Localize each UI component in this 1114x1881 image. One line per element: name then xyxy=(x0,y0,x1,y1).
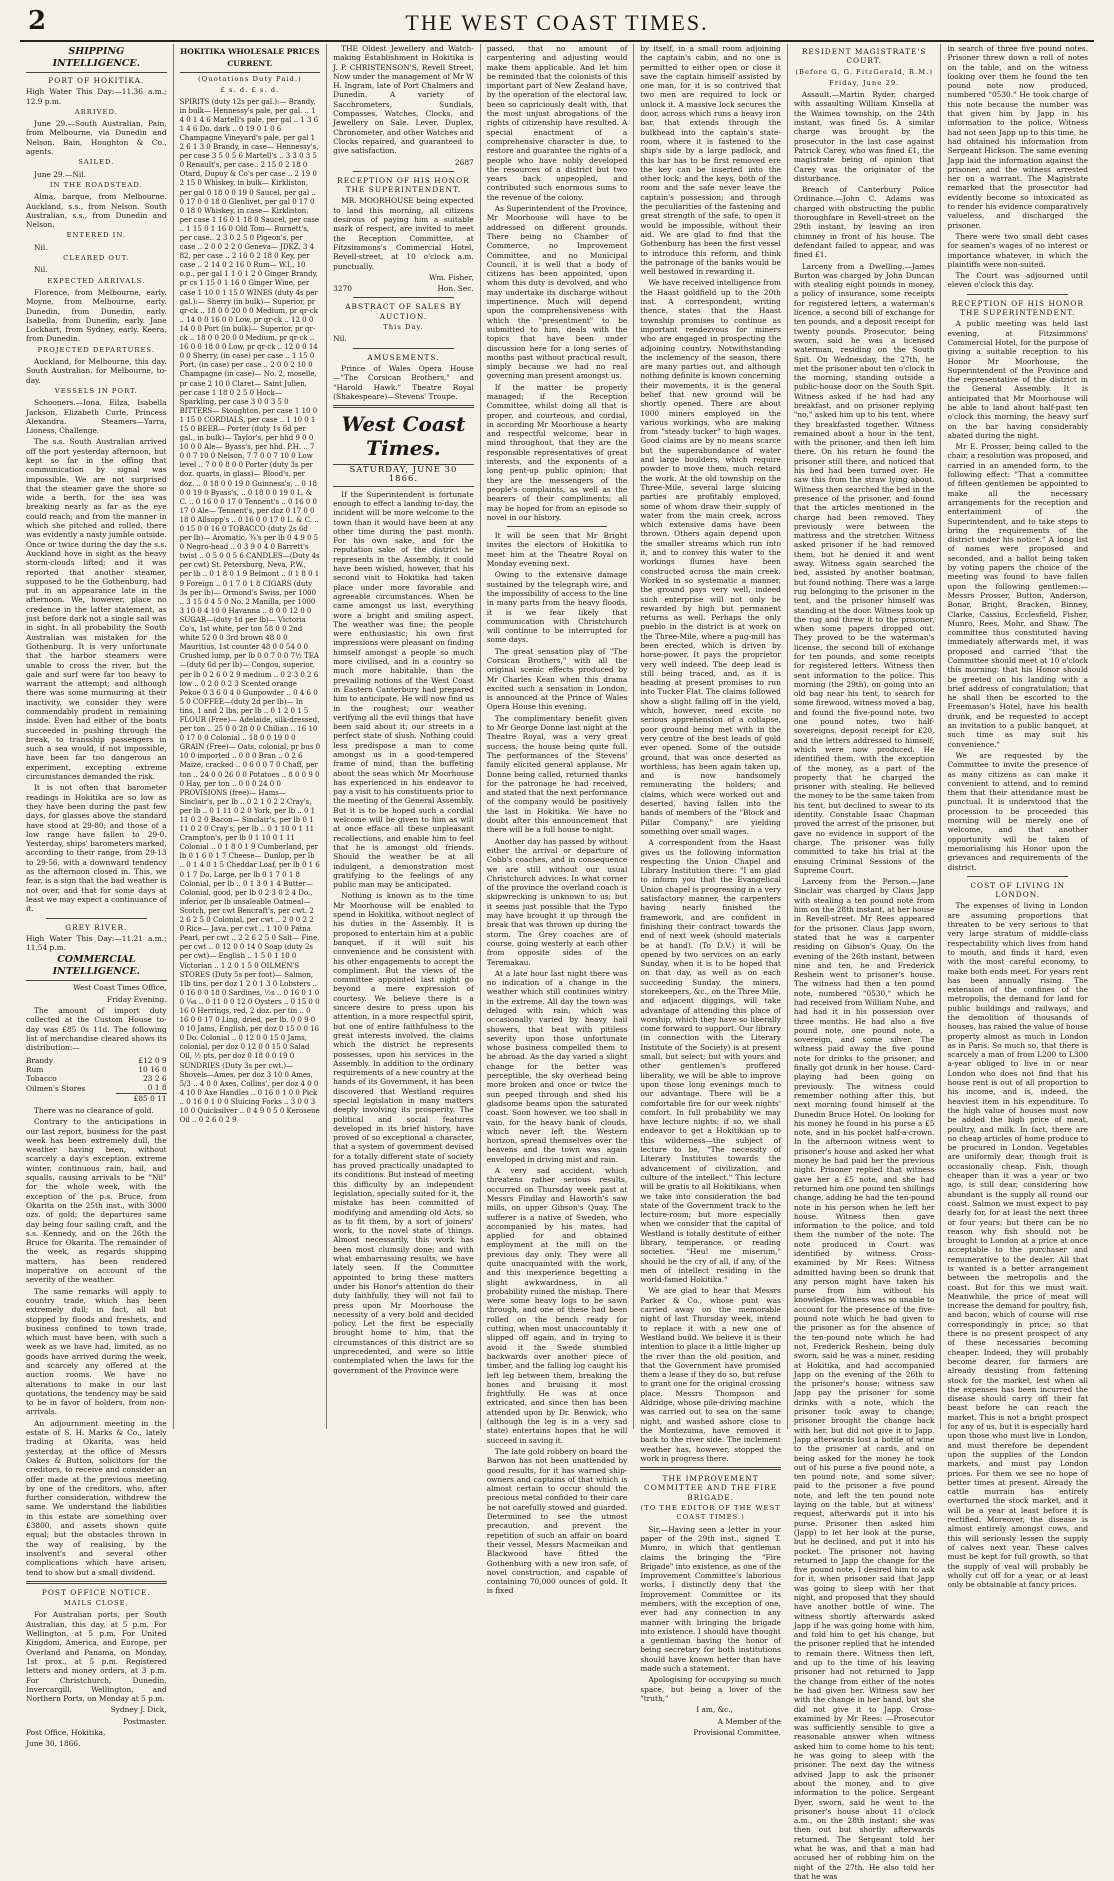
table-row: Rum 10 16 0 xyxy=(26,1064,167,1074)
entered-text: Nil. xyxy=(34,242,48,252)
paper-nameplate: West Coast Times. xyxy=(341,412,466,461)
reception-ad-signer: Wm. Fisher, xyxy=(428,272,474,282)
post-office-date: June 30, 1866. xyxy=(26,1739,81,1749)
cleared-text: Nil. xyxy=(34,265,48,275)
shipping-body-2: It is not often that barometer readings in Hokitika are so low as they have been during the past few days, for glasses above the standard have stood at 29·80; and those of a low range have fallen to 29·0. Yesterday, ships' barometers marked, according to their range, from 29·13 to 29·56, with a downward tendency as the afternoon closed in. This, we fear, is a sign that the bad weather is not over, and that for some days at least we may expect a continuance of it. xyxy=(26,783,167,914)
sailed-text: June 29.—Nil. xyxy=(34,169,86,179)
abstract-heading: ABSTRACT OF SALES BY AUCTION. xyxy=(345,302,462,321)
magistrate-body-4: Larceny from the Person.—Jane Sinclair was charged by Claus Japp with stealing a ten pound note from him on the 28th instant, at her house in Revell-street. Mr Rees appeared for the prisoner. Claus Japp sworn, stated that he was a carpenter residing on Gibson's Quay. On the evening of the 26th instant, between nine and ten, he and Frederick Reshein went to prisoner's house. The witness had then a ten pound note, numbered "0530," which he had received from William Nuhe, and had had it in his possession over three months. He had also a five pound note, one pound note, a sovereign, and some silver. The witness paid away the five pound note for drinks to the prisoner, and finally got drunk in her house. Card-playing had been going on previously. The witness could remember nothing after this, but next morning found himself at the Dunedin Bruce Hotel. On looking for his money he found in his purse a £5 note, and in his pocket half-a-crown. In the afternoon witness went to prisoner's house and asked her what money he had paid her the previous night. Prisoner replied that witness gave her a £5 note, and she had returned him one pound ten shillings change, adding he had the ten-pound note in his person when he left her house. Witness then gave information to the police, and told them the number of the note. The note produced in Court was identified by witness. Cross-examined by Mr Rees: Witness admitted having been so drunk that any person might have taken his purse from him without his knowledge. Witness was so unable to account for the presence of the five-pound note which he had given to the prisoner as for the absence of the ten-pound note which he had not. Frederick Reshein, being duly sworn, said he was a miner, residing at Hokitika, and had accompanied Japp on the evening of the 26th to the prisoner's house; witness saw Japp pay the prisoner for some drinks with a note, which the prisoner took away to change; prisoner brought the change back with her, but did not give it to Japp. Japp afterwards lost a bottle of wine to the prisoner at cards, and on being asked for the money he took out of his purse a five pound note, a ten pound note, and some silver; paid to the prisoner a five pound note, and left the ten pound note laying on the table, but at witness' request, afterwards put it into his purse. Prisoner then asked him (Japp) to let her look at the purse, but he declined, and put it into his pocket. The prisoner not having returned to Japp the change for the five pound note, I desired him to ask for it, when prisoner said that Japp was going to sleep with her that night, and proposed that they should have another bottle of wine. The witness shortly afterwards asked Japp if he was going home with him, and told him to get his change, but the prisoner replied that he intended to remain there. Witness then left, and up to the time of his leaving prisoner had not returned to Japp the change from either of the notes he had given her. Witness saw her with the change in her hand, but she did not give it to Japp. Cross-examined by Mr Rees: —Prosecutor was sufficiently sensible to give a reasonable answer when witness asked him to come home to his tent; he was going to sleep with the prisoner. The next day the witness advised Japp to ask the prisoner about the money, and to give information to the police. Sergeant Dyer, sworn, said he went to the prisoner's house about 11 o'clock a.m., on the 28th instant: she was then out but shortly afterwards returned. The Sergeant told her what he was, and that a man had accused her of robbing him on the night of the 27th. He also told her that he was xyxy=(793,877,935,1881)
reception-ad-footer xyxy=(333,284,474,293)
editorial-p12: A very sad accident, which threatens rather serious results, occurred on Thursday week past at Messrs Findlay and Haworth's saw mills, on upper Gibson's Quay. The sufferer is a native of Sweden, who accompanied by his mates, had applied for and obtained employment at the mill on the previous day only. They were all quite unacquainted with the work, and this inexperience begetting a slight awkwardness, in all probability ruined the mishap. There were some heavy logs to be sawn through, and one of these had been rolled on the bench ready for cutting, when most unaccountably it slipped off again, and in trying to avoid it the Swede stumbled backwards over another piece of timber, and the falling log caught his left leg between them, breaking the bones and bruising it most frightfully. He was at once extricated, and since then has been attended upon by Dr. Benwick, who (although the leg is in a very sad state) entertains hopes that he will succeed in saving it. xyxy=(486,1166,628,1445)
amusements-body: Prince of Wales Opera House—"The Corsican Brothers," and "Harold Hawk." Theatre Royal (Shakespeare)—Stevens' Troupe. xyxy=(333,363,474,401)
postmaster-title: Postmaster. xyxy=(123,1716,167,1726)
improvement-body: Sir,—Having seen a letter in your paper of the 29th inst., signed T. Munro, in which that gentleman claims the bringing the "Fire Brigade" into existence, as one of the Improvement Committee's laborious works, I distinctly deny that the Improvement Committee or its members, with the exception of one, ever had any connection in any manner with bringing the brigade into existence. I should have thought a gentleman having the honor of being secretary for both institutions should have known better than have made such a statement. xyxy=(640,1524,781,1674)
editorial-p3: passed, that no amount of carpentering and adjusting would make them applicable. And let him be reminded that the colonists of this important part of New Zealand have, by the operation of the electoral law, been so capriciously dealt with, that the most unjust abrogations of the rights of citizenship have resulted. A special enactment of a comprehensive character is due, to restore and guarantee the rights of a people who have nobly developed the resources of a district but two years back unpeopled, and contributed such enormous sums to the revenue of the colony. xyxy=(486,44,628,202)
post-office-body: For Australian ports, per South Australian, this day, at 5 p.m. For Wellington, at 5 p.m. For United Kingdom, America, and Europe, per Overland and Panama, on Monday, 1st prox., at 5 p.m. Registered letters and money orders, at 3 p.m. For Christchurch, Dunedin, Invercargill, Wellington, and Northern Ports, on Monday at 5 p.m. xyxy=(26,1610,167,1704)
reception-ad-heading: RECEPTION OF HIS HONOR THE SUPERINTENDENT. xyxy=(337,175,470,195)
prices-subheading: (Quotations Duty Paid.) xyxy=(198,75,302,83)
masthead-title: THE WEST COAST TIMES. xyxy=(405,10,709,35)
reception-report-body-2: Mr E. Prosser, being called to the chair, a resolution was proposed, and carried in an amended form, to the following effect: "That a committee of fifteen gentlemen be appointed to make all the necessary arrangements for the reception and entertainment of the Superintendent, and to take steps to bring the requirements of the district under his notice." A long list of names were proposed and seconded, and a ballot being taken by voting papers the choice of the meeting was found to have fallen upon the following gentlemen:—Messrs Prosser, Button, Anderson, Bonar, Bright, Bracken, Binney, Clarke, Cassius, Ecclesfield, Fisher, Munro, Rees, Mohr, and Shaw. The committee thus constituted having immediately afterwards met, it was proposed and carried "that the Committee should meet at 10 o'clock this morning: that his Honor should be greeted on his landing with a brief address of congratulation; that he shall then be escorted to the Freemason's Hotel, have his health drunk, and be requested to accept an invitation to a public banquet, at such time as may suit his convenience." xyxy=(947,442,1089,749)
expected-label: EXPECTED ARRIVALS. xyxy=(47,276,146,285)
shipping-heading: SHIPPING INTELLIGENCE. xyxy=(26,46,167,73)
commercial-intro: The amount of import duty collected at the Custom House to-day was £85 0s 11d. The following list of merchandise cleared shows its distribution:— xyxy=(26,1006,167,1053)
commercial-heading: COMMERCIAL INTELLIGENCE. xyxy=(26,954,167,981)
reception-report-body-3: We are requested by the Committee to invite the presence of as many citizens as can make it convenient to attend, and to remind them that their attendance must be punctual. It is understood that the procession to be proceeded this morning will be merely one of welcome, and that another opportunity will be taken of memorialising his Honor upon the grievances and requirements of the district. xyxy=(947,750,1089,872)
prices-list: SPIRITS (duty 12s per gal.):— Brandy, in bulk— Hennessy's pale, per gal. .. 1 4 0 1 4 6 Martell's pale, per gal .. 1 3 6 1 4 6 Do. dark .. 0 19 0 1 0 6 Champagne Vineyard's pale, per gal 1 2 6 1 3 0 Brandy, in case— Hennessy's, per case 3 5 0 5 6 Martell's .. 3 3 0 3 5 0 Renault's, per case.. 2 15 0 2 18 0 Otard, Dupuy & Co's per case .. 2 19 0 2 15 0 Whiskey, in bulk— Kirkliston, per gal 0 18 0 0 19 0 Saucel, per gal .. 0 17 0 0 18 0 Glenlivet, per gal 0 17 0 0 18 0 Whiskey, in case— Kirkliston, per case 1 16 0 1 18 0 Saucel, per case .. 1 15 0 1 16 0 Old Tom— Burnett's, per case.. 2 3 0 2 5 0 Pigeon's, per case .. 2 0 0 2 2 0 Geneva— JDKZ, 3 4 82, per case .. 2 16 0 2 18 0 Key, per case .. 2 14 0 2 16 0 Rum— W.I., 10 o.p., per gal 1 1 0 1 2 0 Ginger Brandy, pr cs 1 15 0 1 16 0 Ginger Wine, per case 1 10 0 1 15 0 WINES (duty 4s per gal.):— Sherry (in bulk)— Superior, pr qr-ck .. 18 0 0 20 0 0 Medium, pr qr-ck .. 14 0 0 16 0 0 Low, pr qr-ck .. 12 0 0 14 0 0 Port (in bulk)— Superior, pr qr-ck .. 18 0 0 20 0 0 Medium, pr qr-ck .. 16 0 0 18 0 0 Low, pr qr-ck .. 12 0 0 14 0 0 Sherry, (in case) per case .. 1 15 0 Port, (in case) per case .. 2 0 0 2 10 0 Champagne (in case)— No. 2, moselle, pr case 2 10 0 Claret— Saint Julien, per case 1 18 0 2 5 0 Hock— Sparkling, per case 3 0 0 3 5 0 BITTERS— Stoughton, per case 1 10 0 1 15 0 CORDIALS, per case .. 1 10 0 1 15 0 BEER— Porter (duty 1s 6d per gal., in bulk)— Taylor's, per hhd 9 0 0 10 0 0 Ale— Byass's, per hhd. P.H. .. 7 0 0 7 10 0 Nelson, 7 7 0 0 7 10 0 Low level .. 7 0 0 8 0 0 Porter (duty 3s per doz. quarts, in glass)— Blood's, per doz. .. 0 18 0 0 19 0 Guinness's, .. 0 18 0 0 19 0 Byass's, .. 0 18 0 0 19 0 L. & C. .. 0 16 0 0 17 0 Tennent's .. 0 16 0 0 17 0 Ale— Tennent's, per doz 0 17 0 0 18 0 Allsopp's .. 0 16 0 0 17 0 L. & C. .. 0 15 0 0 16 0 TOBACCO (duty 2s 6d per lb)— Aromatic, ¾'s per lb 0 4 9 0 5 0 Negro-head .. 0 3 9 0 4 0 Barrett's twist .. 0 5 0 0 5 6 CANDLES—(Duty 4s per cwt) St. Petersburg, Neva, P.W., per lb .. 0 1 8 0 1 9 Belmont .. 0 1 8 0 1 9 Foreign .. 0 1 7 0 1 8 CIGARS (duty 3s per lb)— Ormond's Swiss, per 1000 .. 3 15 0 4 5 0 No. 2 Manilla, per 1000 3 10 0 4 10 0 Havanna .. 8 0 0 12 0 0 SUGAR—(duty 1d per lb)— Victoria Co's, 1st white, per ton 58 0 0 2nd white 52 0 0 3rd brown 48 0 0 Mauritius, 1st counter 48 0 0 54 0 0 Crushed lump, per lb 0 0 7 0 0 7½ TEA—(duty 6d per lb)— Congou, superior, per lb 0 2 6 0 2 9 medium .. 0 2 3 0 2 6 low .. 0 2 0 0 2 3 Scented orange Pekoe 0 3 6 0 4 0 Gunpowder .. 0 4 6 0 5 0 COFFEE—(duty 2d per lb)— In tins, 1 and 2 lbs, per lb .. 0 1 2 0 1 5 FLOUR (Free)— Adelaide, silk-dressed, per ton .. 25 0 0 28 0 0 Chilian .. 16 10 0 17 0 0 Colonial .. 18 0 0 19 0 0 GRAIN (Free)— Oats, colonial, pr bus 0 10 0 imported .. 0 0 0 Bran .. 0 2 6 Maize, cracked .. 0 6 0 0 7 0 Chaff, per ton .. 24 0 0 26 0 0 Potatoes .. 8 0 0 9 0 0 Hay, per ton .. 0 0 0 24 0 0 PROVISIONS (free)— Hams— Sinclair's, per lb .. 0 2 1 0 2 2 Cray's, per lb .. 0 1 11 0 2 0 York, per lb .. 0 1 11 0 2 0 Bacon— Sinclair's, per lb 0 1 11 0 2 0 Cray's, per lb .. 0 1 10 0 1 11 Crampton's, per lb 0 1 10 0 1 11 Colonial .. 0 1 8 0 1 9 Cumberland, per lb 0 1 6 0 1 7 Cheese— Dunlop, per lb .. 0 1 4 0 1 5 Cheddar Loaf, per lb 0 1 6 0 1 7 Do. Large, per lb 0 1 7 0 1 8 Colonial, per lb .. 0 1 3 0 1 4 Butter— Colonial, good, per lb 0 2 3 0 2 4 Do., inferior, per lb unsaleable Oatmeal— Scotch, per cwt Bencraft's, per cwt. 2 2 6 2 5 0 Colonial, per cwt .. 2 0 0 2 2 0 Rice— Java, per cwt .. 1 10 0 Patna Pearl, per cwt .. 2 2 6 2 5 0 Salt— Fine, per cwt .. 0 12 0 0 14 0 Soap (duty 2s per cwt)— English .. 1 5 0 1 10 0 Victorian .. 1 2 0 1 5 0 OILMEN'S STORES (Duty 5s per foot)— Salmon, 1lb tins, per doz 1 2 0 1 3 0 Lobsters .. 0 16 0 0 18 0 Sardines, ½s .. 0 16 0 1 0 0 ¼s .. 0 11 0 0 12 0 Oysters .. 0 15 0 0 16 0 Herrings, red, 2 doz. per tin .. 0 16 0 0 17 0 Ling, dried, per lb. 0 0 9 0 0 10 Jams, English, per doz 0 15 0 0 16 0 Do. Colonial .. 0 12 0 0 15 0 Jams, colonial, per doz 0 12 0 0 15 0 Salad Oil, ½ pts, per doz 0 18 0 0 19 0 SUNDRIES (Duty 3s per cwt.)— Shovels—Ames, per doz 3 10 0 Ames, 5/3 .. 4 0 0 Axes, Collins', per doz 4 0 0 4 10 0 Axe Handles .. 0 16 0 1 0 0 Pick .. 0 16 0 1 0 0 Sluicing Forks .. 3 0 0 3 10 0 Quicksilver .. 0 4 9 0 5 0 Kerosene Oil .. 0 2 6 0 2 9 xyxy=(179,97,321,1125)
reception-ad-body: MR. MOORHOUSE being expected to land this morning, all citizens desirous of paying him a suitable mark of respect, are invited to meet the Reception Committee, at Fitzsimmons's Commercial Hotel, Revell-street, at 10 o'clock a.m. punctually. xyxy=(333,196,474,271)
editorial-p4: As Superintendent of the Province, Mr Moorhouse will have to be addressed on different grounds. There being no Chamber of Commerce, no Improvement Committee, and no Municipal Council, it is well that a body of citizens has been appointed, upon whom this duty is devolved, and who may undertake its discharge without impertinence. Much will depend upon the comprehensiveness with which the "presentment" to be submitted to him, deals with the topics that have been under discussion here for a long series of months past without practical result, simply because we had no real governing man present amongst us. xyxy=(486,204,628,381)
magistrate-date: Friday, June 29. xyxy=(829,78,900,87)
editorial-p10: Another day has passed by without either the arrival or departure of Cobb's coaches, and in consequence we are still without our usual Christchurch advices. In what corner of the province the overland coach is skipwrecking is unknown to us; but it seems just possible that the Typo may have brought it up through the break that was thrown up during the storm. The Grey coaches are of course, going westerly at each other from opposite sides of the Teremakau. xyxy=(486,836,628,967)
column-2 xyxy=(174,44,328,1429)
commercial-body: Contrary to the anticipations in our last report, business for the past week has been extremely dull, the weather having been, without scarcely a day's exception, extreme winter, continuous rain, hail, and squalls, causing arrivals to be "Nil" for the whole week, with the exception of the p.s. Bruce, from Okarita on the 25th inst., with 3000 ozs. of gold; the departures same day being four sailing craft, and the s.s. Kennedy, and on the 26th the Bruce for Okarita. The remainder of the week, as regards shipping matters, has been rendered inoperative on account of the severity of the weather. xyxy=(26,1117,167,1285)
commercial-office: West Coast Times Office, xyxy=(73,983,167,993)
commercial-date: Friday Evening. xyxy=(106,994,167,1004)
magistrate-cont-3: The Court was adjourned until eleven o'clock this day. xyxy=(947,271,1089,290)
entered-label: ENTERED IN. xyxy=(66,231,127,240)
editorial-date: SATURDAY, JUNE 30 1866. xyxy=(333,464,474,487)
abstract-body: Nil. xyxy=(333,334,347,344)
roadstead-text: Alma, barque, from Melbourne. Auckland, s.s., from Nelson. South Australian, s.s., from Dunedin and Nelson. xyxy=(26,192,167,230)
no-gold: There was no clearance of gold. xyxy=(34,1105,154,1115)
editorial-p2: Nothing is known as to the time Mr Moorhouse will be enabled to spend in Hokitika, without neglect of his duties in the Assembly. It is proposed to entertain him at a public banquet, if it will suit his convenience and be consistent with his other engagements to accept the compliment. But the views of the committee appointed last night go beyond a mere expression of courtesy. We believe there is a sincere desire to press upon his attention, in a more respectful spirit, but one of entire faithfulness to the great interests involved, the claims which the district he represents possesses, upon his services in the Assembly. In addition to the ordinary requirements of a new country at the hands of its Government, it has been discovered that Westland requires special legislation in many matters deeply involving its prosperity. The political and social features developed in its brief history, have proved of so exceptional a character, that a system of government devised for a totally different state of society has proved practically unadapted to its conditions. But instead of meeting this difficulty by an independent legislation, specially suited for it, the mistake has been committed of modifying and amending old Acts, so as to fit them, by a sort of joiners' work, to the novel state of things. Almost necessarily, this work has been most clumsily done; and with what embarrassing results, we have lately seen. If the Committee appointed to bring these matters under his Honor's attention do their duty faithfully, they will not fail to press upon Mr Moorhouse the necessity of a very bold and decided policy. Let the first be especially brought home to him, that the circumstances of this district are so unprecedented, and were so little contemplated when the laws for the government of the Province were xyxy=(333,891,474,1375)
table-total: £85 0 11 xyxy=(26,1093,167,1103)
magistrate-subheading: (Before G. G. FitzGerald, R.M.) xyxy=(795,67,933,76)
commercial-body-2: The same remarks will apply to country trade, which has been extremely dull; in fact, all but stopped by floods and freshets, and business confined to town trade, which must have been, with such a week as we have had, limited, as no goods have arrived during the week, and scarcely any offered at the auction rooms. We have no alterations to make in our last quotations, the tendency may be said to be in favor of holders, from non-arrivals. xyxy=(26,1286,167,1417)
jeweller-ad: THE Oldest Jewellery and Watch-making Establishment in Hokitika is J. P. CHRISTENSON'S, Revell Street, Now under the management of Mr W H. Ingram, late of Port Chalmers and Dunedin. A variety of Sacchrometers, Sundials, Compasses, Watches, Clocks, and Jewellery on Sale. Lever, Duplex, Chronometer, and other Watches and Clocks repaired, and guaranteed to give satisfaction. xyxy=(333,44,474,156)
column-4 xyxy=(481,44,635,1596)
editorial-p5: If the matter be properly managed; if the Reception Committee, whilst doing all that is proper, and courteous, and cordial, in according Mr Moorhouse a hearty and respectful welcome, bear in mind throughout, that they are the responsible representatives of great interests, and the exponents of a long pent-up public opinion; that they are the messengers of the people's complaints, as well as the bearers of their compliments; all may be hoped for from an episode so novel in our history. xyxy=(486,382,628,522)
cost-of-living-body: The expenses of living in London are assuming proportions that threaten to be very serious to that very large stratum of middle-class respectability which lives from hand to mouth, and finds it hard, even with the most careful economy, to make both ends meet. For years rent has been annually rising. The extension of the confines of the metropolis, the demand for land for public buildings and railways, and the demolition of thousands of houses, has raised the value of house property almost as much in London as in Paris. So much so, that there is scarcely a man of from L200 to L300 a-year obliged to live in or near London who does not find that his house rent is out of all proportion to his income, and is, indeed, the heaviest item in his expenditure. To the high value of houses must now be added the high price of meat, poultry, and milk. In fact, there are no cheap articles of home produce to be procured in London. Vegetables are uniformly dear, though fruit is occasionally cheap. Fish, though cheaper than it was a year or two ago, is still dear, considering how abundant is the supply all round our coast. Salmon we must expect to pay dearly for, for at least the next three or four years; but there can be no reason why fish should not be brought to London at a price at once acceptable to the purchaser and remunerative to the dealer. All that is wanted is a better arrangement between the metropolis and the coast. But for this we must wait. Meanwhile, the price of meat will increase the demand for poultry, fish, and bacon, which of course will rise correspondingly in price; so that there is no present prospect of any of these necessaries becoming cheaper. Indeed, they will probably become dearer, for farmers are already desisting from fattening stock for the market, lest when all the expenses has been incurred the disease should carry off their fat beast before he can reach the market. This is not a bright prospect for any of us, but it is especially hard upon those who must live in London, and must therefore be dependent upon the supplies of the London markets, and must pay London prices. For them we see no hope of better times at present. Already the cattle murrain has entirely overturned the stock market, and it will be a year at least before it is rectified. Moreover, the disease is almost entirely amongst cows, and this will seriously lessen the supply of calves next year. These calves must be kept for full growth, so that the supply of veal will probably be wholly cut off for a year, or at least only be obtainable at fancy prices. xyxy=(947,901,1089,1590)
magistrate-body: Assault.—Martin Ryder, charged with assaulting William Kinsella at the Waimea township, on the 24th instant, was fined 5s. A similar charge was brought by the prosecutor in the last case against Patrick Carey, who was fined £1, the magistrate being of opinion that Carey was the originator of the disturbance. xyxy=(793,90,935,183)
reception-ad-number: 3270 xyxy=(333,284,352,294)
projected-label: PROJECTED DEPARTURES. xyxy=(37,345,155,354)
magistrate-heading: RESIDENT MAGISTRATE'S COURT. xyxy=(801,47,927,66)
editorial-p15: We have received intelligence from the Haast goldfield up to the 20th inst. A correspondent, writing thence, states that the Haast township promises to continue as important rendezvous for miners who are engaged in prospecting the adjoining country. Notwithstanding the inclemency of the season, there are many parties out, and although nothing definite is known concerning their movements, it is the general belief that new ground will be shortly opened. There are about 1000 miners employed on the various workings, who are making from "steady tucker" to high wages. Good claims are by no means scarce but the superabundance of water and large boulders, which require powder to move them, much retard the work. At the old township on the Three-Mile, several large sluicing parties are profitably employed, some of whom draw their supply of water from the main creek, across which extensive dams have been thrown. Others again depend upon the smaller streams which run into it, and to convey this water to the workings flumes have been constructed across the main creek. Worked in so systematic a manner, the ground pays very well, indeed such enterprise will not only be rewarded by high but permanent returns as well. Perhaps the only pueblo in the district is at work on the Three-Mile, where a pug-mill has been erected, which is driven by horse-power. It pays the proprietor very well indeed. The deep lead is still being traced, and, as it is heading at present promises to run into Tucker Flat. The claims followed show a slight falling off in the yield, which, however, need excite no serious apprehension of a collapse, poor ground being met with in the very centre of the best leads of gold ever opened. Some of the outside ground, that was once deserted as worthless, has been again taken up, and is now handsomely remunerating the holders; and claims, which were worked out and deserted, having fallen into the hands of members of the "Block and Pillar Company," are yielding something over small wages. xyxy=(640,278,781,836)
jeweller-ad-number: 2687 xyxy=(454,157,474,167)
import-duty-table xyxy=(26,1056,167,1103)
cost-of-living-heading: COST OF LIVING IN LONDON. xyxy=(970,880,1066,900)
commercial-body-3: An adjournment meeting in the estate of S. H. Marks & Co., lately trading at Okarita, was held yesterday, at the office of Messrs Oakes & Button, solicitors for the creditors, to receive and consider an offer made at the previous meeting by one of the creditors, who, after further consideration, withdrew the same. We understand the liabilities in this estate are something over £3800, and assets shown quite equal; but the obstacles thrown in the way of realising, by the insolvent's and several other complications which have arisen, tend to show but a small dividend. xyxy=(26,1418,167,1577)
shipping-body: The s.s. South Australian arrived off the port yesterday afternoon, but kept so far in the offing that communication by signal was impossible. We are not surprised that the steamer gave the shore so wide a berth, for the sea was breaking nearly as far as the eye could reach; and from the manner in which she pitched and rolled, there was evidently a nasty jumble outside. Once or twice during the day the s.s. Auckland hove in sight as the heavy storm-clouds lifted; and it was reported that another steamer, supposed to be the Gothenburg, had put in an appearance late in the afternoon. We, however, place no credence in the latter statement, as just before dark not a single sail was in sight. In all probability the South Australian was mistaken for the Gothenburg. It is very unfortunate that the harbor steamers were unable to cross the river, but the gale and surf were far too heavy to warrant the attempt; and although there was some murmuring at their inactivity, we consider they were commendably prudent in remaining inside. Even had either of the boats succeeded in pushing through the break, to transship passengers in such a sea would, if not impossible, have been far too dangerous an experiment, excepting extreme circumstances demanded the risk. xyxy=(26,437,167,782)
reception-report-heading: RECEPTION OF HIS HONOR THE SUPERINTENDENT. xyxy=(951,298,1085,318)
column-7 xyxy=(941,44,1094,1590)
in-port-text: Schooners.—Iona, Eilza, Isabella Jackson, Elizabeth Curle, Princess Alexandra. Steamers—Yarra, Lioness, Challenge. xyxy=(26,398,167,436)
prices-currency-header: £ s. d. £ s. d. xyxy=(220,86,280,95)
in-port-label: VESSELS IN PORT. xyxy=(54,386,138,395)
table-row: Brandy £12 0 9 xyxy=(26,1055,167,1065)
expected-text: Florence, from Melbourne, early. Moyne, from Melbourne, early. Dunedin, from Dunedin, early. Isabella, from Dunedin, early. Jane Lockhart, from Sydney, early. Keera, from Dunedin. xyxy=(26,287,167,344)
post-office-heading: POST OFFICE NOTICE. xyxy=(41,1587,151,1597)
editorial-p8: The great sensation play of "The Corsican Brothers," with all the original scenic effects produced by Mr Charles Kean when this drama excited such a sensation in London, is announced at the Prince of Wales Opera House this evening. xyxy=(486,646,628,712)
improvement-closing: I am, &c., xyxy=(696,1705,733,1715)
post-office-place: Post Office, Hokitika, xyxy=(26,1727,106,1737)
roadstead-label: IN THE ROADSTEAD. xyxy=(49,180,143,189)
sailed-label: SAILED. xyxy=(78,158,115,167)
editorial-p11: At a late hour last night there was no indication of a change in the weather which still continues wintry in the extreme. All day the town was deluged with rain, which was occasionally varied by heavy hail showers, that beat with pitiless severity upon those unfortunate whose business compelled them to be abroad. As the day varied a slight change for the better was perceptible, the sky overhead being more broken and once or twice the sun peeped through and shed his gladsome beams upon the saturated coast. Soon however, we too shall in vain, for the heavy bank of clouds, which never left the Western horizon, spread themselves over the heavens and the town was again enveloped in driving mist and rain. xyxy=(486,968,628,1164)
editorial-p16: A correspondent from the Haast gives us the following information respecting the Union Chapel and Library Institution there: "I am glad to inform you that the Evangelical Union chapel is progressing in a very satisfactory manner, the carpenters having nearly finished the framework, and are confident in finishing their contract towards the end of next week (should materials be at hand). (To D.V.) it will be opened by two services on an early Sunday, when it is to be hoped that on that day, as well as on each succeeding Sunday, the miners, storekeepers, &c., on the Three Mile, and adjacent diggings, will take advantage of attending this place of worship, which they have so liberally come forward to support. Our library (in connection with the Literary Institute of the Society) is at present small, but select; but with yours and other gentlemen's proffered liberality, we will be able to improve upon those long evenings much to our advantage. There will be a comfortable fire for our week nights' comfort. In full probability we may have lecture nights; if so, we shall endeavor to get a Hokitikian up to this wilderness—the subject of lecture to be, "The necessity of Literary Institutes towards the advancement of civilization, and culture of the intellect." This lecture will be gratis to all Hokitikians, when we take into consideration the bad state of the Government track to the lecture-room; but more especially when we consider that the capital of Westland is totally destitute of either library, temperance, or reading societies. "Heu! me miserum," should be the cry of all, if any, of the men of intellect residing in the world-famed Hokitika." xyxy=(640,838,781,1285)
editorial-p6: It will be seen that Mr Bright invites the electors of Hokitika to meet him at the Theatre Royal on Monday evening next. xyxy=(486,531,628,569)
projected-text: Auckland, for Melbourne, this day. South Australian, for Melbourne, to-day. xyxy=(26,357,167,385)
magistrate-body-2: Breach of Canterbury Police Ordinance.—John C. Adams was charged with obstructing the public thoroughfare in Revell-street on the 29th instant, by leaving an iron chimney in front of his house. The defendant failed to appear, and was fined £1. xyxy=(793,185,935,260)
magistrate-cont: in search of three five pound notes. Prisoner threw down a roll of notes on the table, and on the witness looking over them he found the ten pound note now produced, numbered "0530." He took charge of this note because the number was that given him by Japp in his information to the police. Witness had not seen Japp up to this time, he had obtained his information from Sergeant Hickson. The same evening Japp laid the information against the prisoner, and the witness arrested her on a warrant. The Magistrate remarked that the prosecutor had evidently become so intoxicated as to render his evidence comparatively valueless, and discharged the prisoner. xyxy=(947,44,1089,230)
port-heading: PORT OF HOKITIKA. xyxy=(48,76,145,85)
column-5 xyxy=(634,44,788,1737)
postmaster-name: Sydney J. Dick, xyxy=(110,1705,167,1715)
amusements-heading: AMUSEMENTS. xyxy=(367,352,440,362)
high-water: High Water This Day:—11.36 a.m.; 12.9 p.m. xyxy=(26,87,167,106)
mails-close: MAILS CLOSE. xyxy=(63,1599,129,1608)
table-row: Tobacco 23 2 6 xyxy=(26,1074,167,1084)
improvement-to-editor: (TO THE EDITOR OF THE WEST COAST TIMES.) xyxy=(640,1504,781,1522)
arrived-text: June 29.—South Australian, Pain, from Melbourne, via Dunedin and Nelson. Bain, Houghton & Co., agents. xyxy=(26,119,167,157)
editorial-p14: by itself, in a small room adjoining the captain's cabin, and no one is permitted to either open or close it save the captain himself assisted by one man, for it is so contrived that two men are required to lock or unlock it. A massive lock secures the door, across which runs a heavy iron bar, that extends through the bulkhead into the captain's state-room, where it is fastened to the ship's side by a large padlock, and this bar has to be first removed ere the key can be inserted into the other lock; and the keys, both of the room and the safe never leave the captain's possession; and through the peculiarities of the fastening and great strength of the safe, to open it would be impossible, without their aid. We are glad to find that the Gothenburg has been the first vessel to introduce this reform, and think the patronage of the banks would be well bestowed in rewarding it. xyxy=(640,44,781,277)
editorial-p17: We are glad to hear that Messrs Parker & Co., whose punt was carried away on the memorable night of last Thursday week, intend to replace it with a new one of Westland build. We believe it is their intention to place it a little higher up the river than the old position, and that the Government have promised them a lease if they do so, but refuse to grant one for the original crossing place. Messrs Thompson and Aldridge, whose pile-driving machine was carried out to sea on the same night, and washed ashore close to the Montezuma, have removed it back to the river side. The inclement weather has, however, stopped the work in progress there. xyxy=(640,1286,781,1463)
cleared-label: CLEARED OUT. xyxy=(63,254,130,263)
column-3 xyxy=(327,44,481,1429)
grey-high-water: High Water This Day:—11.21 a.m.; 11.54 p.m. xyxy=(26,933,167,953)
improvement-heading: THE IMPROVEMENT COMMITTEE AND THE FIRE BRIGADE. xyxy=(644,1474,778,1502)
editorial-p1: If the Superintendent is fortunate enough to effect a landing to-day, the incident will be more welcome to the town than it would have been at any other time during the past month. For his own sake, and for the reputation sake of the district he represents in the Assembly, it could have been wished, however, that his second visit to Hokitika had taken place under more favorable and agreeable circumstances. When he came amongst us last, everything wore a bright and smiling aspect. The weather was fine; the people were enthusiastic; his own first impressions were pleasant on finding himself amongst a people so much more civilised, and in a country so much more habitable, than the prevailing notions of the West Coast in Eastern Canterbury had prepared him to anticipate. He will now find us in the roughest; our weather verifying all the evil things that have been said about it; our streets in a perfect state of slush. Nothing could less predispose a man to come amongst us in a good-tempered frame of mind, than the buffeting about the seas which Mr Moorhouse has experienced in his endeavor to pay a visit to his constituents prior to the meeting of the General Assembly. But it is to be hoped such a cordial welcome will be given to him as will at once efface all these unpleasant recollections, and enable him to feel that he is amongst old friends. Should the weather be at all indulgent, a demonstration most gratifying to the feelings of any public man may be anticipated. xyxy=(333,489,474,890)
grey-river-heading: GREY RIVER. xyxy=(65,922,128,932)
prices-heading: HOKITIKA WHOLESALE PRICES CURRENT. xyxy=(180,46,321,73)
improvement-signer: A Member of the xyxy=(717,1716,781,1726)
column-1 xyxy=(20,44,174,1749)
improvement-body-2: Apologising for occupying so much space, but being a lover of the "truth," xyxy=(640,1675,781,1703)
editorial-p7: Owing to the extensive damage sustained by the telegraph wire, and the impossibility of access to the line in many parts from the heavy floods, it is we fear likely that communication with Christchurch will continue to be interrupted for some days. xyxy=(486,570,628,645)
masthead xyxy=(20,6,1094,42)
reception-report-body: A public meeting was held last evening, at Fitzsimmons' Commercial Hotel, for the purpose of giving a suitable reception to his Honor Mr Moorhouse, the Superintendent of the Province and the representative of the district in the General Assembly. It is anticipated that Mr Moorhouse will be able to land about half-past ten o'clock this morning, the heavy surf on the bar having considerably abated during the night. xyxy=(947,319,1089,440)
table-row: Oilmen's Stores 0 1 8 xyxy=(26,1083,167,1093)
improvement-signer-2: Provisional Committee. xyxy=(693,1727,781,1737)
page-number: 2 xyxy=(28,6,47,36)
reception-ad-title: Hon. Sec. xyxy=(437,284,474,294)
abstract-day: This Day. xyxy=(383,323,424,332)
column-6 xyxy=(788,44,942,1881)
editorial-p9: The complimentary benefit given to Mr George Donne last night at the Theatre Royal, was a very great success, the house being quite full. The performances of the Stevens' family elicited general applause. Mr Donne being called, returned thanks for the patronage he had received, and stated that the next performance of the company would be positively the last in Hokitika. We have no doubt after this announcement that there will be a full house to-night. xyxy=(486,713,628,835)
arrived-label: ARRIVED. xyxy=(74,107,118,116)
magistrate-body-3: Larceny from a Dwelling.—James Burton was charged by John Duncan with stealing eight pounds in money, a policy of insurance, some receipts for registered letters, a waterman's licence, a second bill of exchange for ten pounds, and a deposit receipt for twenty pounds. Prosecutor, being sworn, said he was a licensed waterman, residing on the South Spit. On Wednesday, the 27th, he met the prisoner about ten o'clock in the morning, standing outside a public-house door on the South Spit. Witness asked if he had had any breakfast, and on prisoner replying "no," asked him up to his tent, where they breakfasted together. Witness remained about a hour in the tent, with the prisoner, and then left him there. On his return he found the prisoner still there, and noticed that his bed had been turned over. He saw this from the straw lying about. Witness then searched the bed in the presence of the prisoner, and found that the articles mentioned in the charge had been removed. They previously were between the mattress and the stretcher. Witness asked prisoner if he had removed them, but he denied it and went away. Witness again searched the bed, assisted by another boatman, but found nothing. There was a large rug belonging to the prisoner in the tent, and the prisoner himself was standing at the door. Witness took up the rug and threw it to the prisoner, when some papers dropped out. They proved to be the waterman's license, the second bill of exchange for ten pounds, and some receipts for registered letters. Witness then sent information to the police. This morning (the 29th), on going into an old bag near his tent, to search for some firewood, witness moved a bag, and found the five-pound note, two one pound notes, two half-sovereigns, deposit receipt for £20, and the letters addressed to himself, which were now produced. He identified them, with the exception of the money, as a part of the property that he charged the prisoner with stealing. He believed the money to be the same taken from his tent, but declined to swear to its identity. Constable Isaac Chapman proved the arrest of the prisoner, but gave no evidence in support of the charge. The prisoner was fully committed to take his trial at the ensuing Criminal Sessions of the Supreme Court. xyxy=(793,261,935,875)
columns xyxy=(20,44,1094,1881)
editorial-p13: The late gold robbery on board the Barwon has not been unattended by good results, for it has warned ship-owners and captains of that which is almost certain to occur should the precious metal confided to their care be not carefully stowed and guarded. Determined to see the utmost precaution, and prevent the repetition of such an affair on board their vessel, Messrs Macmeikan and Blackwood have fitted the Gothenburg with a new iron safe, of novel construction, and capable of containing 70,000 ounces of gold. It is fixed xyxy=(486,1446,628,1596)
magistrate-cont-2: There were two small debt cases for seamen's wages of no interest or importance whatever, in which the plaintiffs were non-suited. xyxy=(947,231,1089,269)
